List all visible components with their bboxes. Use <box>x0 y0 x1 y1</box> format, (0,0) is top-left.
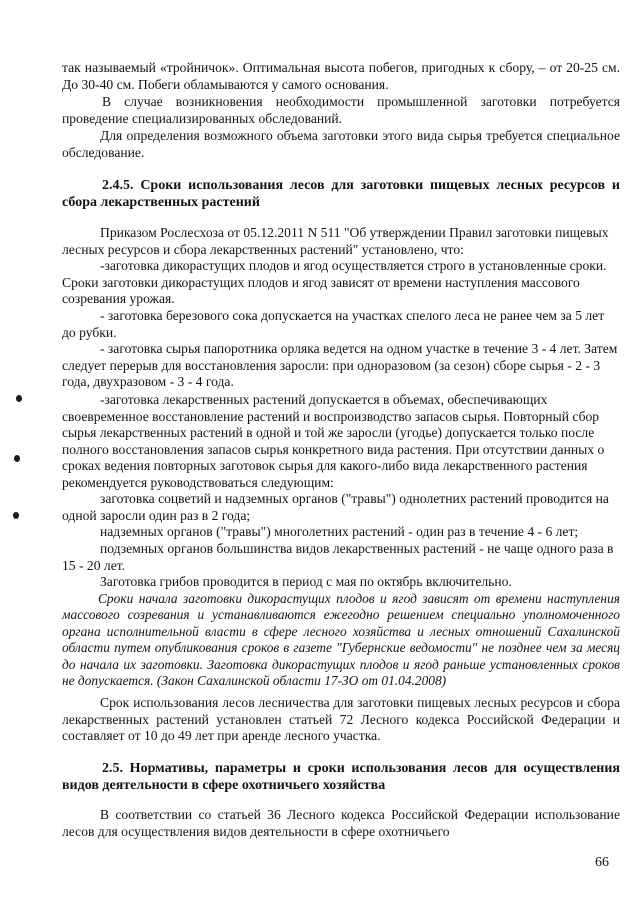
paragraph-annual-herbs: заготовка соцветий и надземных органов ("травы") однолетних растений проводится на одной заросли один раз в 2 года; <box>62 491 609 523</box>
paragraph-fruit-berry-terms: -заготовка дикорастущих плодов и ягод осуществляется строго в установленные сроки. Сроки заготовки дикорастущих плодов и ягод зависят от времени наступления массового созревания урожая. <box>62 258 607 307</box>
section-heading-2-5: 2.5. Нормативы, параметры и сроки использования лесов для осуществления видов деятельности в сфере охотничьего хозяйства <box>62 761 620 793</box>
paragraph-shoot-height: так называемый «тройничок». Оптимальная высота побегов, пригодных к сбору, – от 20-25 см. До 30-40 см. Побеги обламываются у самого основания. <box>62 60 620 92</box>
paragraph-volume-survey: Для определения возможного объема заготовки этого вида сырья требуется специальное обследование. <box>62 128 620 160</box>
paragraph-bracken-fern: - заготовка сырья папоротника орляка ведется на одном участке в течение 3 - 4 лет. Затем следует перерыв для восстановления заросли: при одноразовом (за сезон) сборе сырья - 2 - 3 года, двухразовом - 3 - 4 года. <box>62 341 618 390</box>
paragraph-order-rosleskhoz: Приказом Рослесхоза от 05.12.2011 N 511 "Об утверждении Правил заготовки пищевых лесных ресурсов и сбора лекарственных растений" установлено, что: <box>62 225 609 257</box>
paragraph-sakhalin-law-italic: Сроки начала заготовки дикорастущих плодов и ягод зависят от времени наступления массового созревания и устанавливаются ежегодно решением специально уполномоченного органа исполнительной власти в сфере лесного хозяйства и лесных отношений Сахалинской области путем опубликования сроков в газете "Губернские ведомости" не позднее чем за месяц до начала их заготовки. Заготовка дикорастущих плодов и ягод раньше установленных сроков не допускается. (Закон Сахалинской области 17-ЗО от 01.04.2008) <box>62 591 620 689</box>
paragraph-perennial-herbs: надземных органов ("травы") многолетних растений - один раз в течение 4 - 6 лет; <box>100 524 579 539</box>
paragraph-mushrooms: Заготовка грибов проводится в период с мая по октябрь включительно. <box>100 574 512 589</box>
punch-hole-mark <box>14 455 20 462</box>
punch-hole-mark <box>16 395 22 402</box>
paragraph-medicinal-plants: -заготовка лекарственных растений допускается в объемах, обеспечивающих своевременное восстановление растений и воспроизводство запасов сырья. Повторный сбор сырья лекарственных растений в одной и той же заросли (угодье) допускается только после полного восстановления запасов сырья конкретного вида растения. При отсутствии данных о сроках ведения повторных заготовок сырья для какого-либо вида лекарственного растения рекомендуется руководствоваться следующим: <box>62 392 605 490</box>
section-heading-2-4-5: 2.4.5. Сроки использования лесов для заготовки пищевых лесных ресурсов и сбора лекарственных растений <box>62 178 620 210</box>
paragraph-article-36: В соответствии со статьей 36 Лесного кодекса Российской Федерации использование лесов для осуществления видов деятельности в сфере охотничьего <box>62 807 620 839</box>
paragraph-birch-sap: - заготовка березового сока допускается на участках спелого леса не ранее чем за 5 лет до рубки. <box>62 308 605 340</box>
paragraph-underground-organs: подземных органов большинства видов лекарственных растений - не чаще одного раза в 15 - 20 лет. <box>62 541 614 573</box>
page-number: 66 <box>595 855 609 870</box>
punch-hole-mark <box>13 512 19 519</box>
paragraph-usage-term: Срок использования лесов лесничества для заготовки пищевых лесных ресурсов и сбора лекарственных растений установлен статьей 72 Лесного кодекса Российской Федерации и составляет от 10 до 49 лет при аренде лесного участка. <box>62 695 620 744</box>
paragraph-industrial-harvest: В случае возникновения необходимости промышленной заготовки потребуется проведение специализированных обследований. <box>62 94 620 126</box>
